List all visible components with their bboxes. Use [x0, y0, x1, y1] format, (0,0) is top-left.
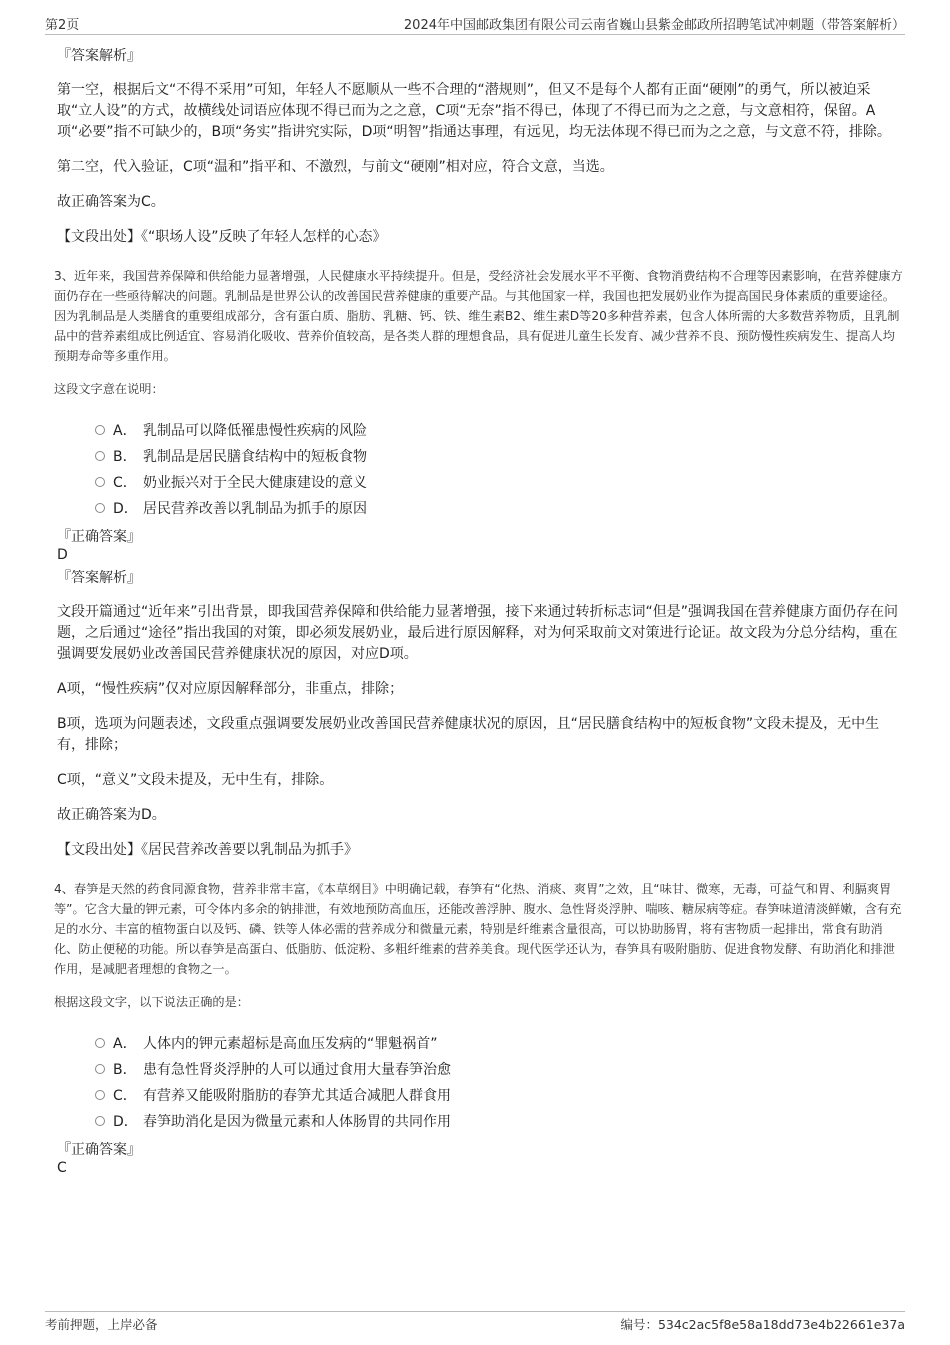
question-3-prompt: 这段文字意在说明： — [54, 382, 164, 396]
option-b[interactable]: B． 患有急性肾炎浮肿的人可以通过食用大量春笋治愈 — [95, 1057, 905, 1083]
correct-answer-label: 『正确答案』 — [57, 529, 141, 545]
option-c[interactable]: C． 有营养又能吸附脂肪的春笋尤其适合减肥人群食用 — [95, 1083, 905, 1109]
question-3-text: 3、近年来，我国营养保障和供给能力显著增强，人民健康水平持续提升。但是，受经济社会发展水平不平衡、食物消费结构不合理等因素影响，在营养健康方面仍存在一些亟待解决的问题。乳制品是世界公认的改善国民营养健康的重要产品。与其他国家一样，我国也把发展奶业作为提高国民身体素质的重要途径。因为乳制品是人类膳食的重要组成部分，含有蛋白质、脂肪、乳糖、钙、铁、维生素B2、维生素D等20多种营养素，包含人体所需的大多数营养物质，且乳制品中的营养素组成比例适宜、容易消化吸收、营养价值较高，是各类人群的理想食品，具有促进儿童生长发育、减少营养不良、预防慢性疾病发生、提高人均预期寿命等多重作用。 — [54, 269, 903, 363]
analysis-conclusion: 故正确答案为C。 — [57, 194, 165, 210]
analysis-paragraph: B项，选项为问题表述，文段重点强调要发展奶业改善国民营养健康状况的原因，且“居民膳食结构中的短板食物”文段未提及，无中生有，排除； — [57, 716, 880, 753]
question-4-prompt: 根据这段文字，以下说法正确的是： — [54, 995, 249, 1009]
radio-button[interactable] — [95, 503, 105, 513]
question-4-options — [95, 1031, 905, 1135]
radio-button[interactable] — [95, 1064, 105, 1074]
source-citation: 【文段出处】《居民营养改善要以乳制品为抓手》 — [57, 842, 358, 858]
analysis-paragraph: C项，“意义”文段未提及，无中生有，排除。 — [57, 772, 334, 788]
document-title: 2024年中国邮政集团有限公司云南省巍山县紫金邮政所招聘笔试冲刺题（带答案解析） — [403, 18, 905, 33]
question-4-text: 4、春笋是天然的药食同源食物，营养非常丰富，《本草纲目》中明确记载，春笋有“化热、消痰、爽胃”之效，且“味甘、微寒，无毒，可益气和胃、利膈爽胃等”。它含大量的钾元素，可令体内多余的钠排泄，有效地预防高血压，还能改善浮肿、腹水、急性肾炎浮肿、喘咳、糖尿病等症。春笋味道清淡鲜嫩，含有充足的水分、丰富的植物蛋白以及钙、磷、铁等人体必需的营养成分和微量元素，特别是纤维素含量很高，可以协助肠胃，将有害物质一起排出，常食有助消化、防止便秘的功能。所以春笋是高蛋白、低脂肪、低淀粉、多粗纤维素的营养美食。现代医学还认为，春笋具有吸附脂肪、促进食物发酵、有助消化和排泄作用，是减肥者理想的食物之一。 — [54, 882, 902, 976]
analysis-label: 『答案解析』 — [57, 48, 141, 64]
radio-button[interactable] — [95, 425, 105, 435]
option-b[interactable]: B． 乳制品是居民膳食结构中的短板食物 — [95, 444, 905, 470]
radio-button[interactable] — [95, 1116, 105, 1126]
question-3-options — [95, 418, 905, 522]
analysis-paragraph: 第一空，根据后文“不得不采用”可知，年轻人不愿顺从一些不合理的“潜规则”，但又不是每个人都有正面“硬刚”的勇气，所以被迫采取“立人设”的方式，故横线处词语应体现不得已而为之之意，C项“无奈”指不得已，体现了不得已而为之之意，与文意相符，保留。A项“必要”指不可缺少的，B项“务实”指讲究实际，D项“明智”指通达事理，有远见，均无法体现不得已而为之之意，与文意不符，排除。 — [57, 82, 891, 140]
option-a[interactable]: A． 乳制品可以降低罹患慢性疾病的风险 — [95, 418, 905, 444]
option-c[interactable]: C． 奶业振兴对于全民大健康建设的意义 — [95, 470, 905, 496]
page-number: 第2页 — [45, 18, 80, 33]
option-d[interactable]: D． 居民营养改善以乳制品为抓手的原因 — [95, 496, 905, 522]
footer-slogan: 考前押题，上岸必备 — [45, 1317, 158, 1332]
radio-button[interactable] — [95, 1090, 105, 1100]
option-a[interactable]: A． 人体内的钾元素超标是高血压发病的“罪魁祸首” — [95, 1031, 905, 1057]
option-d[interactable]: D． 春笋助消化是因为微量元素和人体肠胃的共同作用 — [95, 1109, 905, 1135]
analysis-label: 『答案解析』 — [57, 570, 141, 586]
radio-button[interactable] — [95, 451, 105, 461]
correct-answer-value: C — [57, 1160, 67, 1176]
correct-answer-label: 『正确答案』 — [57, 1142, 141, 1158]
radio-button[interactable] — [95, 477, 105, 487]
source-citation: 【文段出处】《“职场人设”反映了年轻人怎样的心态》 — [57, 229, 387, 245]
correct-answer-value: D — [57, 547, 68, 563]
page-header — [45, 14, 905, 35]
analysis-conclusion: 故正确答案为D。 — [57, 807, 166, 823]
correct-answer-block — [57, 528, 905, 564]
document-id: 编号：534c2ac5f8e58a18dd73e4b22661e37a — [620, 1317, 905, 1332]
radio-button[interactable] — [95, 1038, 105, 1048]
analysis-paragraph: 文段开篇通过“近年来”引出背景，即我国营养保障和供给能力显著增强，接下来通过转折标志词“但是”强调我国在营养健康方面仍存在问题，之后通过“途径”指出我国的对策，即必须发展奶业，最后进行原因解释，对为何采取前文对策进行论证。故文段为分总分结构，重在强调要发展奶业改善国民营养健康状况的原因，对应D项。 — [57, 604, 899, 662]
correct-answer-block — [57, 1141, 905, 1177]
document-body — [54, 46, 905, 1181]
analysis-paragraph: 第二空，代入验证，C项“温和”指平和、不激烈，与前文“硬刚”相对应，符合文意，当选。 — [57, 159, 614, 175]
page-footer — [45, 1311, 905, 1332]
analysis-paragraph: A项，“慢性疾病”仅对应原因解释部分，非重点，排除； — [57, 681, 404, 697]
